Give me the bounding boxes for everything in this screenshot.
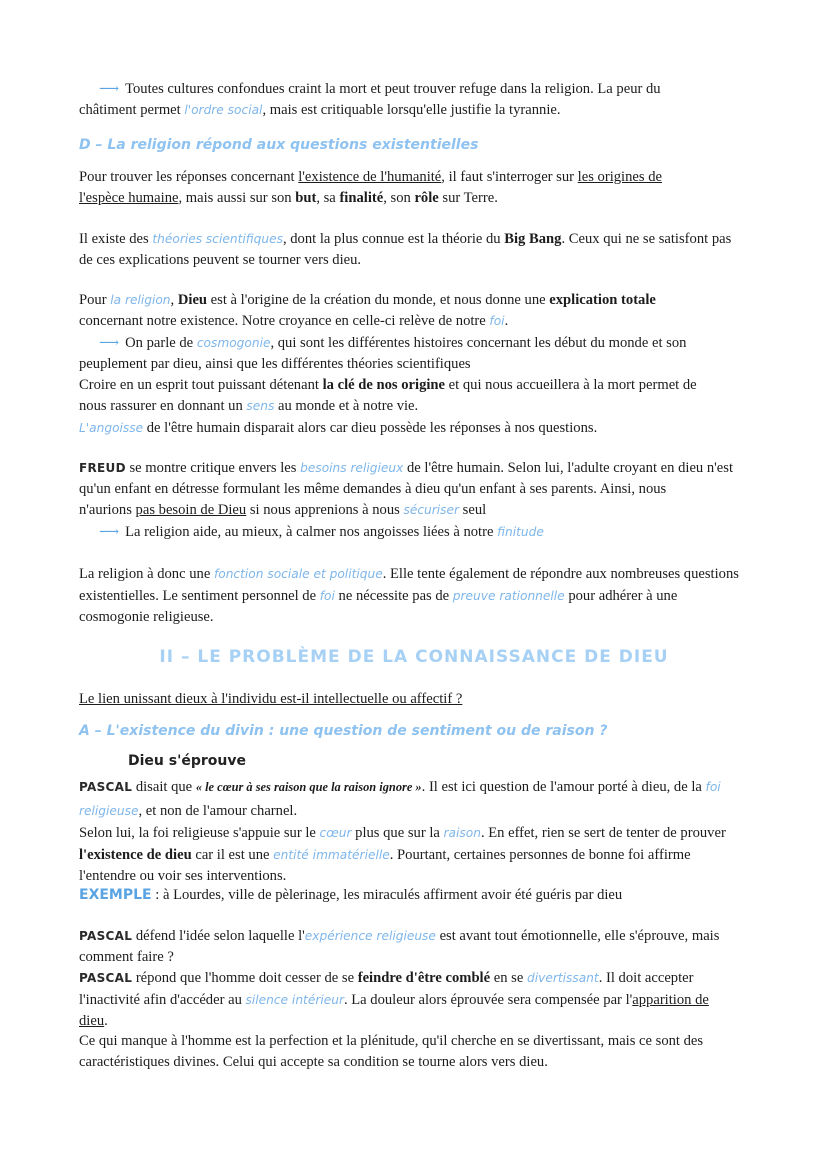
arrow-right-icon: ⟶ — [99, 525, 120, 540]
paragraph-line: PASCAL disait que « le cœur à ses raison que la raison ignore ». Il est ici question de l'amour porté à dieu, de la foi — [79, 779, 721, 795]
paragraph-line: Pour trouver les réponses concernant l'existence de l'humanité, il faut s'interroger sur les origines de — [79, 169, 662, 185]
paragraph-line: cosmogonie religieuse. — [79, 609, 214, 625]
paragraph-line: FREUD se montre critique envers les besoins religieux de l'être humain. Selon lui, l'adulte croyant en dieu n'est — [79, 460, 733, 476]
paragraph-line: Selon lui, la foi religieuse s'appuie sur le cœur plus que sur la raison. En effet, rien se sert de tenter de prouver — [79, 825, 726, 841]
paragraph-line: l'espèce humaine, mais aussi sur son but, sa finalité, son rôle sur Terre. — [79, 190, 498, 206]
arrow-right-icon: ⟶ — [99, 82, 120, 97]
arrow-right-icon: ⟶ — [99, 336, 120, 351]
paragraph-line: caractéristiques divines. Celui qui accepte sa condition se tourne alors vers dieu. — [79, 1054, 548, 1070]
paragraph-line: existentielles. Le sentiment personnel de foi ne nécessite pas de preuve rationnelle pour adhérer à une — [79, 588, 678, 604]
paragraph-line: peuplement par dieu, ainsi que les différentes théories scientifiques — [79, 356, 471, 372]
paragraph-line: nous rassurer en donnant un sens au monde et à notre vie. — [79, 398, 419, 414]
paragraph-line: Pour la religion, Dieu est à l'origine de la création du monde, et nous donne une explication totale — [79, 292, 656, 308]
paragraph-line: La religion à donc une fonction sociale et politique. Elle tente également de répondre aux nombreuses questions — [79, 566, 739, 582]
paragraph-line: Il existe des théories scientifiques, dont la plus connue est la théorie du Big Bang. Ceux qui ne se satisfont pas — [79, 231, 732, 247]
intro-line-1: ⟶ Toutes cultures confondues craint la mort et peut trouver refuge dans la religion. La peur du — [99, 81, 661, 97]
paragraph-line: concernant notre existence. Notre croyance en celle-ci relève de notre foi. — [79, 313, 509, 329]
paragraph-line: Ce qui manque à l'homme est la perfection et la plénitude, qu'il cherche en se divertissant, mais ce sont des — [79, 1033, 704, 1049]
paragraph-line: PASCAL défend l'idée selon laquelle l'expérience religieuse est avant tout émotionnelle, elle s'éprouve, mais — [79, 928, 720, 944]
intro-line-2: châtiment permet l'ordre social, mais est critiquable lorsqu'elle justifie la tyrannie. — [79, 102, 561, 118]
paragraph-line: ⟶ La religion aide, au mieux, à calmer nos angoisses liées à notre finitude — [99, 524, 544, 540]
part-ii-question: Le lien unissant dieux à l'individu est-il intellectuelle ou affectif ? — [79, 691, 463, 707]
paragraph-line: n'aurions pas besoin de Dieu si nous apprenions à nous sécuriser seul — [79, 502, 487, 518]
paragraph-line: de ces explications peuvent se tourner vers dieu. — [79, 252, 362, 268]
section-d-title: D – La religion répond aux questions existentielles — [79, 137, 479, 153]
paragraph-line: EXEMPLE : à Lourdes, ville de pèlerinage, les miraculés affirment avoir été guéris par dieu — [79, 887, 623, 903]
section-a-title: A – L'existence du divin : une question de sentiment ou de raison ? — [79, 723, 608, 739]
paragraph-line: qu'un enfant en détresse formulant les même demandes à dieu qu'un enfant à ses parents. Ainsi, nous — [79, 481, 667, 497]
paragraph-line: l'entendre ou voir ses interventions. — [79, 868, 287, 884]
paragraph-line: ⟶ On parle de cosmogonie, qui sont les différentes histoires concernant les début du monde et son — [99, 335, 687, 351]
part-ii-title: II – LE PROBLÈME DE LA CONNAISSANCE DE DIEU — [159, 647, 669, 667]
paragraph-line: dieu. — [79, 1013, 108, 1029]
paragraph-line: religieuse, et non de l'amour charnel. — [79, 803, 298, 819]
paragraph-line: PASCAL répond que l'homme doit cesser de se feindre d'être comblé en se divertissant. Il doit accepter — [79, 970, 694, 986]
paragraph-line: Croire en un esprit tout puissant détenant la clé de nos origine et qui nous accueillera à la mort permet de — [79, 377, 697, 393]
paragraph-line: l'inactivité afin d'accéder au silence intérieur. La douleur alors éprouvée sera compensée par l'apparition de — [79, 992, 709, 1008]
paragraph-line: l'existence de dieu car il est une entité immatérielle. Pourtant, certaines personnes de bonne foi affirme — [79, 847, 691, 863]
subtitle: Dieu s'éprouve — [128, 753, 247, 769]
paragraph-line: L'angoisse de l'être humain disparait alors car dieu possède les réponses à nos questions. — [79, 420, 598, 436]
paragraph-line: comment faire ? — [79, 949, 174, 965]
